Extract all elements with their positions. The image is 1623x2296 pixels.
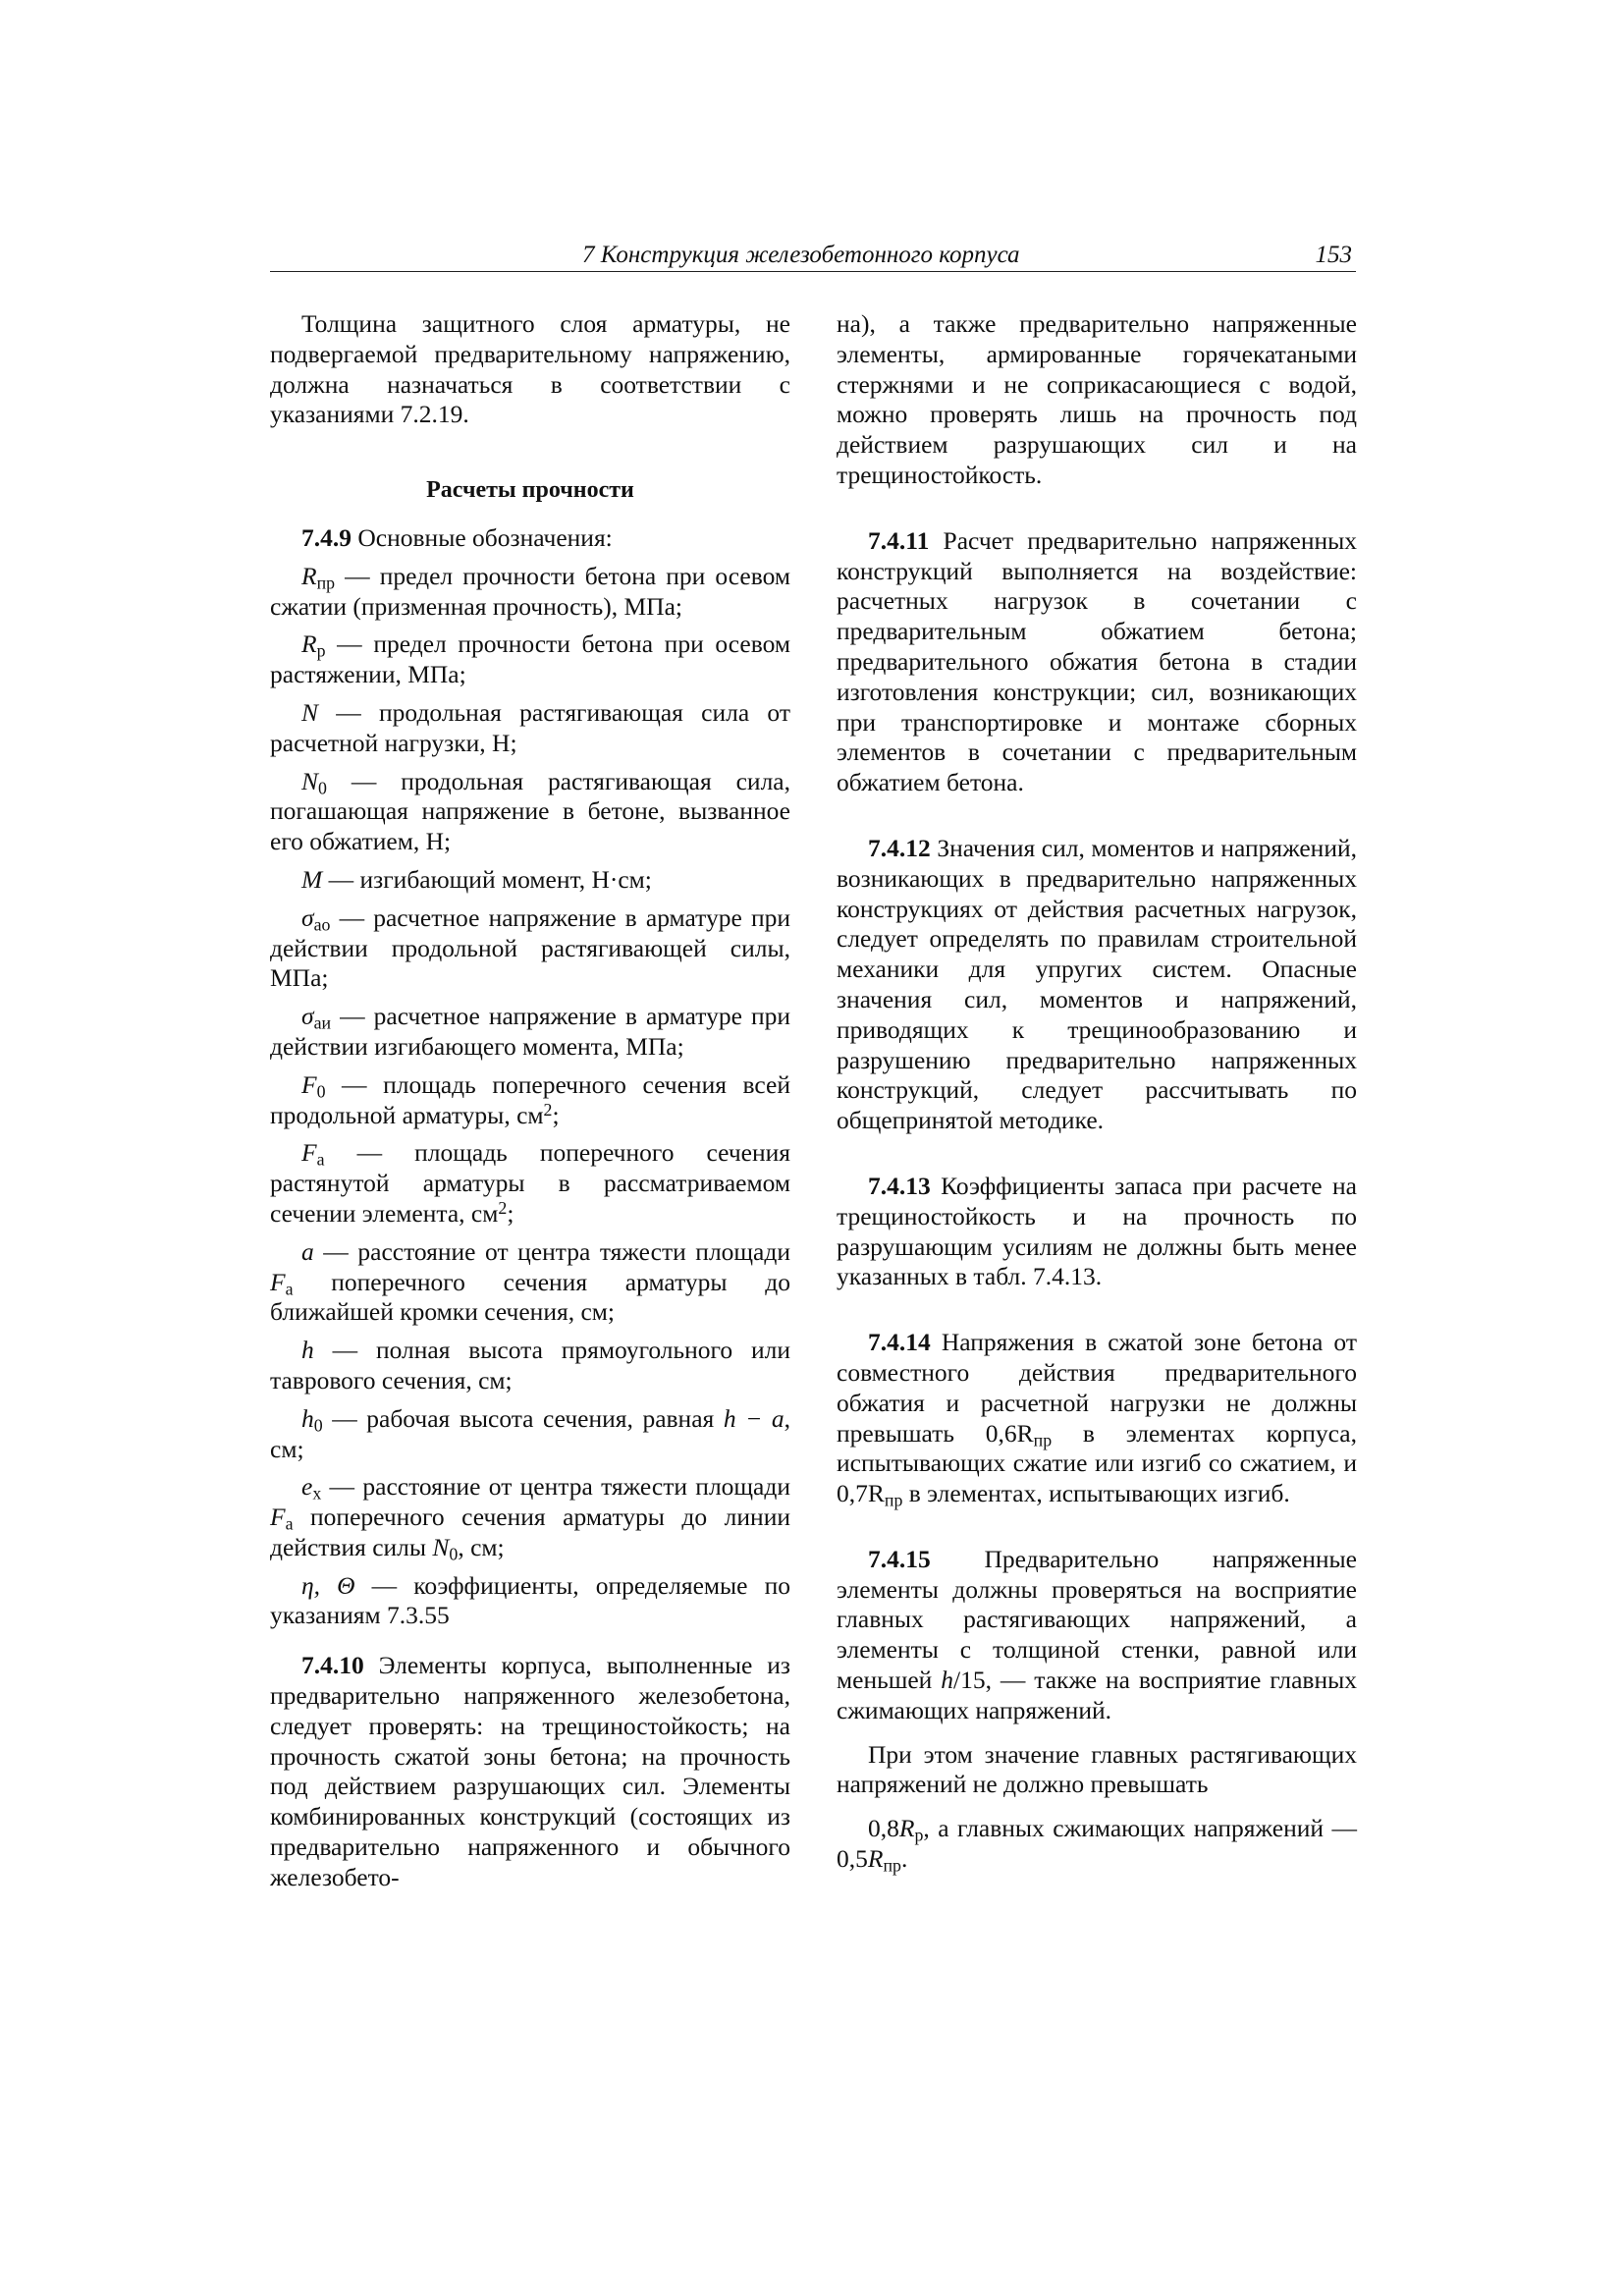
limit-paragraph: При этом значение главных растягивающих напряжений не должно превышать	[837, 1739, 1357, 1799]
clause-7-4-14: 7.4.14 Напряжения в сжатой зоне бетона от совместного действия предварительного обжатия и расчетной нагрузки не должны превышать $0,6R_{пр}$ в элементах корпуса, испытывающих сжатие или изгиб со сжатием, и $0,7R_{пр}$ в элементах, испытывающих изгиб.	[837, 1328, 1357, 1510]
intro-paragraph: Толщина защитного слоя арматуры, не подвергаемой предварительному напряжению, должна назначаться в соответствии с указаниями 7.2.19.	[270, 309, 790, 429]
def-n0: $N_0$ — продольная растягивающая сила, погашающая напряжение в бетоне, вызванное его обжатием, Н;	[270, 766, 790, 856]
clause-7-4-12: 7.4.12 Значения сил, моментов и напряжений, возникающих в предварительно напряженных конструкциях от действия расчетных нагрузок, следует определять по правилам строительной механики для упругих систем. Опасные значения сил, моментов и напряжений, приводящих к трещинообразованию и разрушению предварительно напряженных конструкций, следует рассчитывать по общепринятой методике.	[837, 833, 1357, 1135]
page-number: 153	[1315, 242, 1352, 268]
clause-7-4-15: 7.4.15 Предварительно напряженные элементы должны проверяться на восприятие главных растягивающих напряжений, а элементы с толщиной стенки, равной или меньшей h/15, — также на восприятие главных сжимающих напряжений.	[837, 1544, 1357, 1724]
right-column	[837, 309, 1357, 1875]
def-f0: $F_0$ — площадь поперечного сечения всей продольной арматуры, $см^2$;	[270, 1069, 790, 1129]
chapter-title: 7 Конструкция железобетонного корпуса	[582, 242, 1020, 268]
def-h: h — полная высота прямоугольного или таврового сечения, см;	[270, 1336, 790, 1394]
def-fa: $F_а$ — площадь поперечного сечения растянутой арматуры в рассматриваемом сечении элемента, $см^2$;	[270, 1138, 790, 1228]
clause-number: 7.4.15	[868, 1544, 931, 1573]
clause-number: 7.4.9	[301, 522, 352, 552]
def-eta-theta: η, Θ — коэффициенты, определяемые по указаниям 7.3.55	[270, 1570, 790, 1630]
clause-number: 7.4.11	[868, 525, 930, 555]
clause-7-4-13: 7.4.13 Коэффициенты запаса при расчете на трещиностойкость и на прочность по разрушающим усилиям не должны быть менее указанных в табл. 7.4.13.	[837, 1171, 1357, 1291]
running-header	[270, 242, 1356, 272]
left-column	[270, 309, 790, 1893]
def-m: M — изгибающий момент, Н·см;	[301, 864, 652, 894]
clause-number: 7.4.13	[868, 1171, 931, 1200]
continued-paragraph: на), а также предварительно напряженные элементы, армированные горячекатаными стержнями и не соприкасающиеся с водой, можно проверять лишь на прочность под действием разрушающих сил и на трещиностойкость.	[837, 309, 1357, 489]
def-r-p: $R_р$ — предел прочности бетона при осевом растяжении, МПа;	[270, 629, 790, 689]
clause-number: 7.4.10	[301, 1651, 364, 1680]
clause-7-4-10: 7.4.10 Элементы корпуса, выполненные из предварительно напряженного железобетона, следует проверять: на трещиностойкость; на прочность сжатой зоны бетона; на прочность под действием разрушающих сил. Элементы комбинированных конструкций (состоящих из предварительно напряженного и обычного железобето-	[270, 1651, 790, 1891]
def-sigma-ao: $\sigma_{ао}$ — расчетное напряжение в арматуре при действии продольной растягивающей силы, МПа;	[270, 902, 790, 993]
clause-7-4-9: 7.4.9 Основные обозначения:	[301, 522, 613, 552]
def-sigma-ai: $\sigma_{аи}$ — расчетное напряжение в арматуре при действии изгибающего момента, МПа;	[270, 1002, 790, 1061]
def-ex: $e_x$ — расстояние от центра тяжести площади $F_а$ поперечного сечения арматуры до линии действия силы $N_0$, см;	[270, 1472, 790, 1564]
def-a: a — расстояние от центра тяжести площади $F_а$ поперечного сечения арматуры до ближайшей кромки сечения, см;	[270, 1236, 790, 1327]
clause-number: 7.4.14	[868, 1328, 931, 1357]
section-heading: Расчеты прочности	[426, 477, 634, 504]
def-r-pr: $R_{пр}$ — предел прочности бетона при осевом сжатии (призменная прочность), МПа;	[270, 561, 790, 621]
def-h0: $h_0$ — рабочая высота сечения, равная h − a, см;	[270, 1403, 790, 1463]
clause-7-4-11: 7.4.11 Расчет предварительно напряженных конструкций выполняется на воздействие: расчетных нагрузок в сочетании с предварительным обжатием бетона; предварительного обжатия бетона в стадии изготовления конструкции; сил, возникающих при транспортировке и монтаже сборных элементов в сочетании с предварительным обжатием бетона.	[837, 525, 1357, 797]
final-formula-paragraph: $0,8R_р$, а главных сжимающих напряжений — $0,5R_{пр}$.	[837, 1814, 1357, 1876]
def-n: N — продольная растягивающая сила от расчетной нагрузки, Н;	[270, 697, 790, 757]
clause-number: 7.4.12	[868, 833, 931, 862]
